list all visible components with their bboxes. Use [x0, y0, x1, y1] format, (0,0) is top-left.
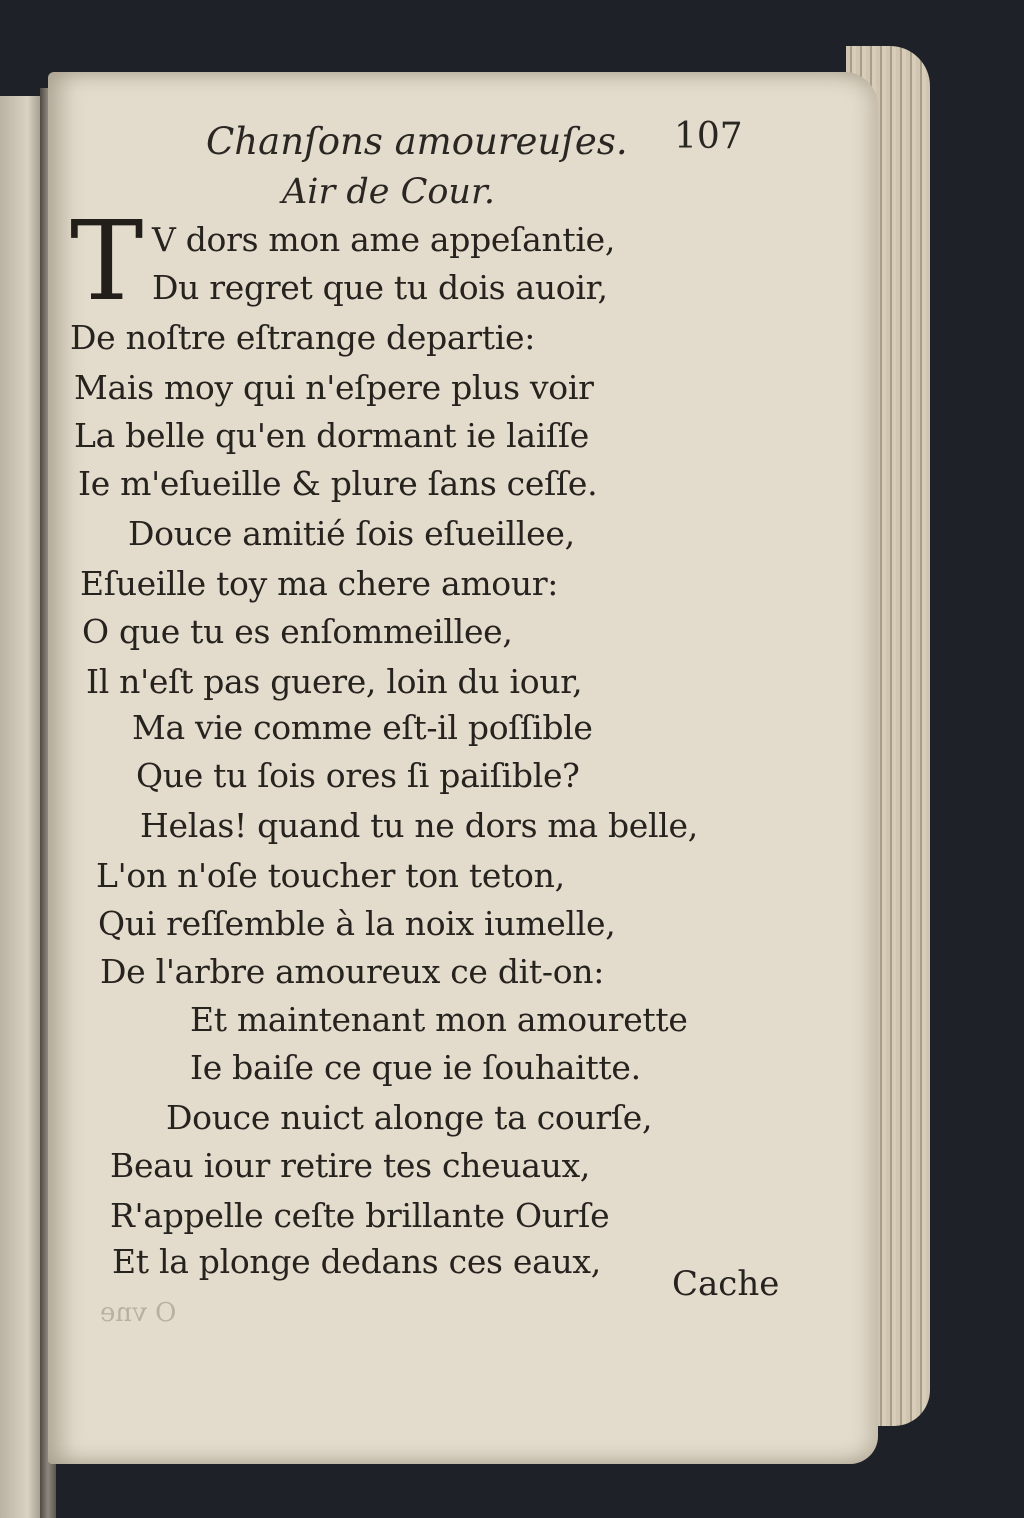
page-number: 107	[674, 116, 743, 157]
drop-cap: T	[70, 197, 144, 325]
poem-line: Helas! quand tu ne dors ma belle,	[140, 806, 698, 845]
poem-line: Beau iour retire tes cheuaux,	[110, 1146, 591, 1185]
poem-line: V dors mon ame appeſantie,	[152, 220, 616, 259]
poem-line: La belle qu'en dormant ie laiſſe	[74, 416, 590, 455]
poem-line: Ie baiſe ce que ie ſouhaitte.	[190, 1048, 641, 1087]
poem-line: R'appelle ceſte brillante Ourſe	[110, 1196, 610, 1235]
running-header: Chanſons amoureuſes.	[206, 120, 628, 163]
poem-line: Et la plonge dedans ces eaux,	[112, 1242, 601, 1281]
poem-line: Que tu ſois ores ſi paiſible?	[136, 756, 580, 795]
poem-line: Du regret que tu dois auoir,	[152, 268, 608, 307]
poem-line: Et maintenant mon amourette	[190, 1000, 688, 1039]
poem-line: Ma vie comme eſt-il poſſible	[132, 708, 593, 747]
poem-line: Eſueille toy ma chere amour:	[80, 564, 559, 603]
poem-line: Ie m'eſueille & plure ſans ceſſe.	[78, 464, 598, 503]
poem-line: De l'arbre amoureux ce dit-on:	[100, 952, 605, 991]
poem-title: Air de Cour.	[282, 172, 495, 212]
poem-line: Douce amitié ſois eſueillee,	[128, 514, 575, 553]
poem-line: L'on n'oſe toucher ton teton,	[96, 856, 565, 895]
poem-line: Mais moy qui n'eſpere plus voir	[74, 368, 594, 407]
poem-line: De noſtre eſtrange departie:	[70, 318, 536, 357]
poem-line: Douce nuict alonge ta courſe,	[166, 1098, 653, 1137]
poem-line: Qui reſſemble à la noix iumelle,	[98, 904, 616, 943]
catchword: Cache	[672, 1264, 780, 1304]
poem-line: Il n'eſt pas guere, loin du iour,	[86, 662, 583, 701]
bleed-through-text: O vne	[100, 1298, 177, 1328]
poem-line: O que tu es enſommeillee,	[82, 612, 513, 651]
